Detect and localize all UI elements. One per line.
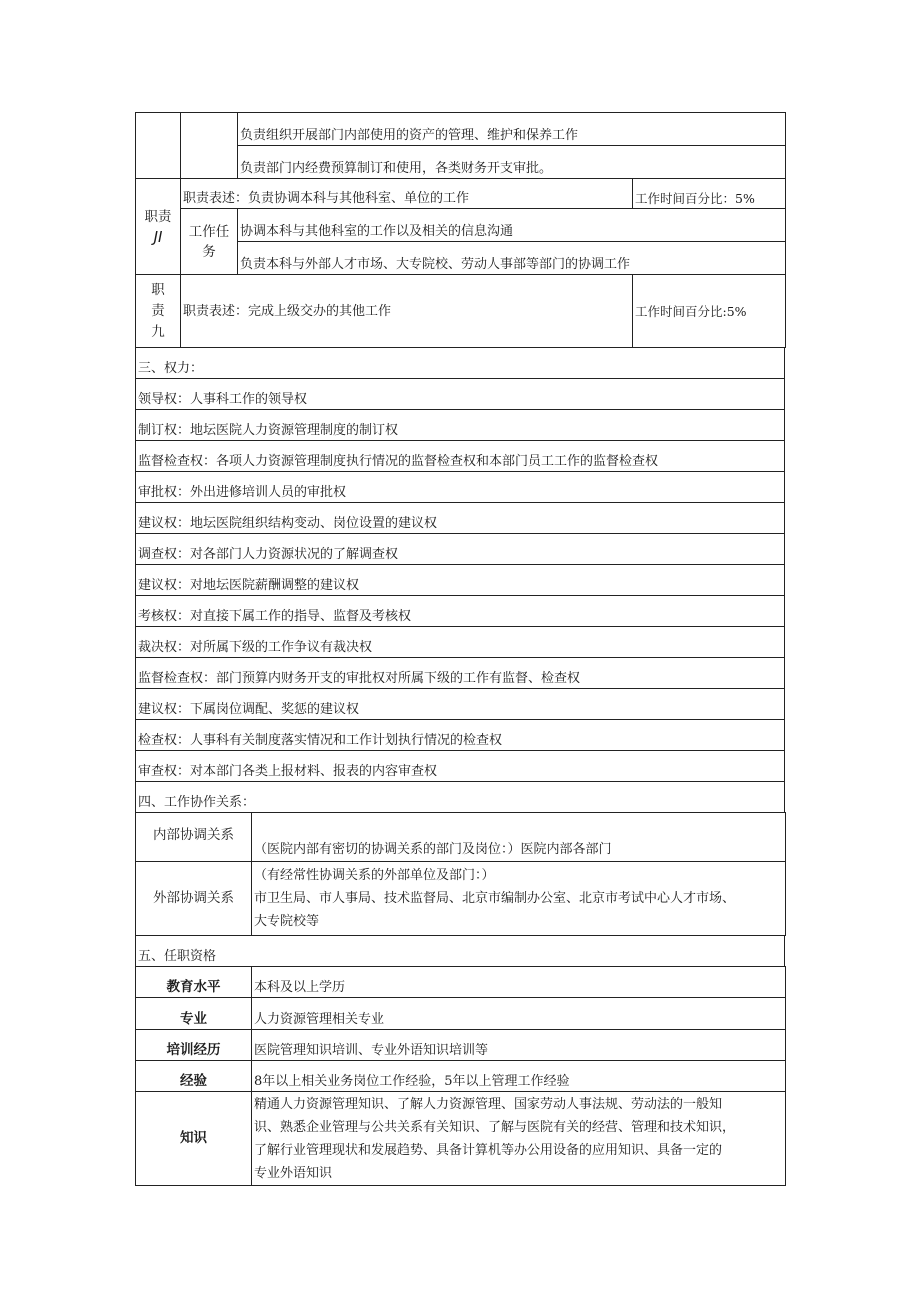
duty-9-label-line2: 责 <box>151 302 165 319</box>
relations-table <box>135 812 786 936</box>
external-relations-label: 外部协调关系 <box>136 862 252 936</box>
power-item: 裁决权：对所属下级的工作争议有裁决权 <box>136 627 785 658</box>
duty-8-time-percent: 工作时间百分比：5% <box>633 179 786 209</box>
powers-heading: 三、权力： <box>136 348 785 379</box>
job-description-sheet <box>135 112 785 1186</box>
power-item: 监督检查权：部门预算内财务开支的审批权对所属下级的工作有监督、检查权 <box>136 658 785 689</box>
power-item: 审批权：外出进修培训人员的审批权 <box>136 472 785 503</box>
training-label: 培训经历 <box>136 1030 252 1061</box>
duty-8-description: 职责表述：负责协调本科与其他科室、单位的工作 <box>181 179 633 209</box>
power-item: 调查权：对各部门人力资源状况的了解调查权 <box>136 534 785 565</box>
knowledge-line-3: 了解行业管理现状和发展趋势、具备计算机等办公用设备的应用知识、具备一定的 <box>254 1143 723 1158</box>
duty-8-task-label-line1: 工作任 <box>188 223 230 240</box>
duty-8-label <box>136 179 181 275</box>
prev-duty-task-label-cell <box>181 113 238 179</box>
prev-task-2: 负责部门内经费预算制订和使用，各类财务开支审批。 <box>238 146 786 179</box>
external-relations-text <box>252 862 786 936</box>
duty-8-task-label <box>181 209 238 275</box>
duty-8-task-1: 协调本科与其他科室的工作以及相关的信息沟通 <box>238 209 786 242</box>
external-relations-line-3: 大专院校等 <box>254 914 320 929</box>
qualifications-heading-table <box>135 935 785 967</box>
experience-value: 8年以上相关业务岗位工作经验，5年以上管理工作经验 <box>252 1061 786 1092</box>
duty-8-label-line1: 职责 <box>144 208 172 225</box>
knowledge-label: 知识 <box>136 1092 252 1186</box>
major-label: 专业 <box>136 998 252 1030</box>
duty-9-label <box>136 275 181 348</box>
external-relations-line-2: 市卫生局、市人事局、技术监督局、北京市编制办公室、北京市考试中心人才市场、 <box>254 891 736 906</box>
qualifications-table <box>135 966 786 1186</box>
power-item: 建议权：下属岗位调配、奖惩的建议权 <box>136 689 785 720</box>
duty-9-description: 职责表述：完成上级交办的其他工作 <box>181 275 633 348</box>
knowledge-line-2: 识、熟悉企业管理与公共关系有关知识、了解与医院有关的经营、管理和技术知识， <box>254 1120 736 1135</box>
power-item: 审查权：对本部门各类上报材料、报表的内容审查权 <box>136 751 785 782</box>
knowledge-line-4: 专业外语知识 <box>254 1166 333 1181</box>
duty-9-time-percent: 工作时间百分比:5% <box>633 275 786 348</box>
internal-relations-label: 内部协调关系 <box>136 813 252 862</box>
training-value: 医院管理知识培训、专业外语知识培训等 <box>252 1030 786 1061</box>
duty-8-label-line2: JI <box>153 227 163 246</box>
duties-table <box>135 112 786 348</box>
power-item: 建议权：对地坛医院薪酬调整的建议权 <box>136 565 785 596</box>
qualifications-heading: 五、任职资格 <box>136 936 785 967</box>
duty-8-task-2: 负责本科与外部人才市场、大专院校、劳动人事部等部门的协调工作 <box>238 242 786 275</box>
prev-task-1: 负责组织开展部门内部使用的资产的管理、维护和保养工作 <box>238 113 786 146</box>
power-item: 检查权：人事科有关制度落实情况和工作计划执行情况的检查权 <box>136 720 785 751</box>
experience-label: 经验 <box>136 1061 252 1092</box>
powers-table <box>135 347 785 813</box>
power-item: 制订权：地坛医院人力资源管理制度的制订权 <box>136 410 785 441</box>
power-item: 领导权：人事科工作的领导权 <box>136 379 785 410</box>
education-value: 本科及以上学历 <box>252 967 786 998</box>
duty-9-label-line3: 九 <box>151 323 165 340</box>
prev-duty-label-cell <box>136 113 181 179</box>
power-item: 考核权：对直接下属工作的指导、监督及考核权 <box>136 596 785 627</box>
knowledge-line-1: 精通人力资源管理知识、了解人力资源管理、国家劳动人事法规、劳动法的一般知 <box>254 1097 723 1112</box>
external-relations-line-1: （有经常性协调关系的外部单位及部门：） <box>254 868 495 883</box>
duty-8-task-label-line2: 务 <box>202 243 216 260</box>
duty-9-label-line1: 职 <box>151 281 165 298</box>
relations-heading: 四、工作协作关系： <box>136 782 785 813</box>
power-item: 监督检查权：各项人力资源管理制度执行情况的监督检查权和本部门员工工作的监督检查权 <box>136 441 785 472</box>
education-label: 教育水平 <box>136 967 252 998</box>
internal-relations-text: （医院内部有密切的协调关系的部门及岗位：）医院内部各部门 <box>252 813 786 862</box>
major-value: 人力资源管理相关专业 <box>252 998 786 1030</box>
power-item: 建议权：地坛医院组织结构变动、岗位设置的建议权 <box>136 503 785 534</box>
knowledge-value <box>252 1092 786 1186</box>
